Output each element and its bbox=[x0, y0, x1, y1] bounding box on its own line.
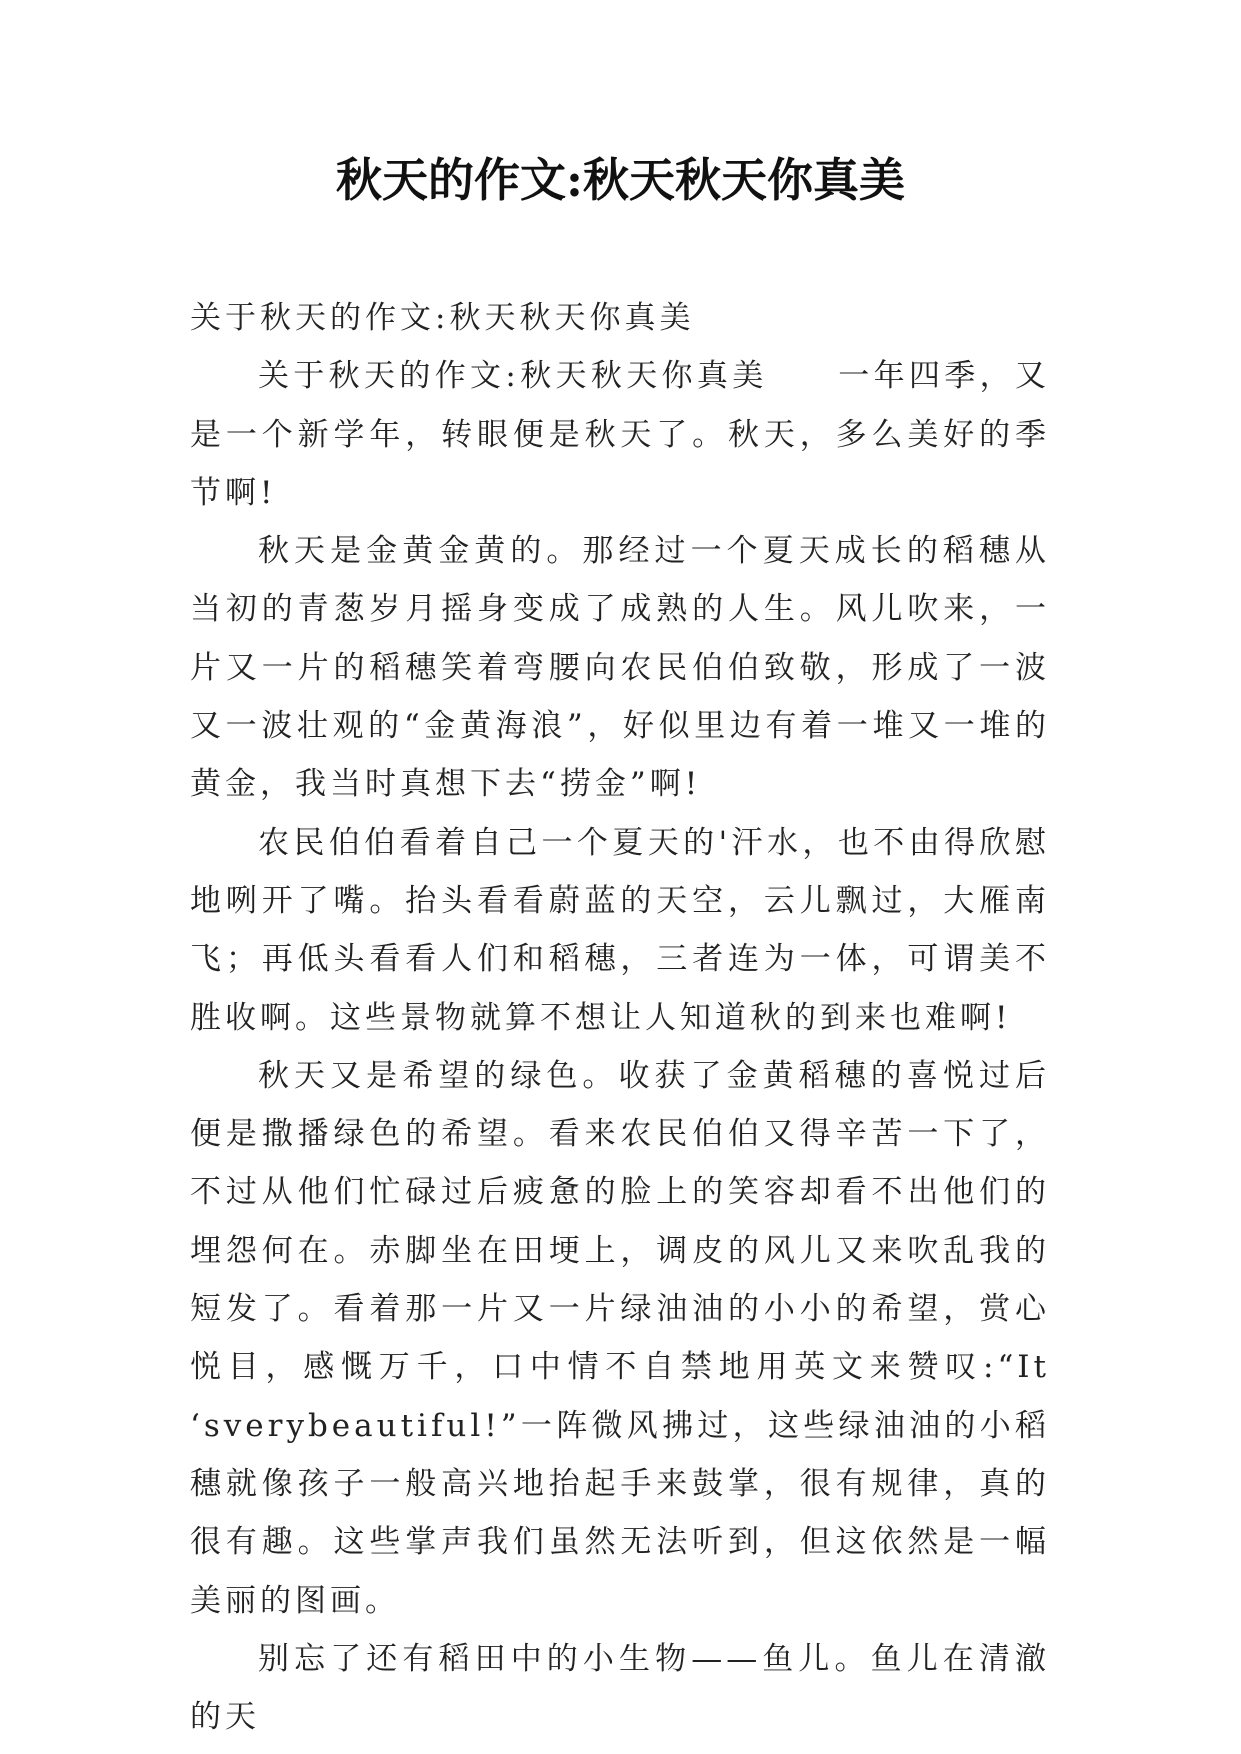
paragraph-4: 秋天又是希望的绿色。收获了金黄稻穗的喜悦过后便是撒播绿色的希望。看来农民伯伯又得辛苦一下了，不过从他们忙碌过后疲惫的脸上的笑容却看不出他们的埋怨何在。赤脚坐在田埂上，调皮的风儿又来吹乱我的短发了。看着那一片又一片绿油油的小小的希望，赏心悦目，感慨万千，口中情不自禁地用英文来赞叹:“It ‘sverybeautiful!”一阵微风拂过，这些绿油油的小稻穗就像孩子一般高兴地抬起手来鼓掌，很有规律，真的很有趣。这些掌声我们虽然无法听到，但这依然是一幅美丽的图画。 bbox=[190, 1057, 1050, 1619]
paragraph-1: 关于秋天的作文:秋天秋天你真美 一年四季，又是一个新学年，转眼便是秋天了。秋天，多么美好的季节啊! bbox=[190, 358, 1050, 511]
paragraph-3: 农民伯伯看着自己一个夏天的'汗水，也不由得欣慰地咧开了嘴。抬头看看蔚蓝的天空，云儿飘过，大雁南飞；再低头看看人们和稻穗，三者连为一体，可谓美不胜收啊。这些景物就算不想让人知道秋的到来也难啊! bbox=[190, 824, 1050, 1036]
document-body bbox=[190, 289, 1050, 1746]
paragraph-2: 秋天是金黄金黄的。那经过一个夏天成长的稻穗从当初的青葱岁月摇身变成了成熟的人生。风儿吹来，一片又一片的稻穗笑着弯腰向农民伯伯致敬，形成了一波又一波壮观的“金黄海浪”，好似里边有着一堆又一堆的黄金，我当时真想下去“捞金”啊! bbox=[190, 533, 1050, 803]
document-title: 秋天的作文:秋天秋天你真美 bbox=[336, 153, 905, 207]
paragraph-5: 别忘了还有稻田中的小生物——鱼儿。鱼儿在清澈的天 bbox=[190, 1640, 1050, 1736]
document-subtitle: 关于秋天的作文:秋天秋天你真美 bbox=[190, 300, 695, 336]
